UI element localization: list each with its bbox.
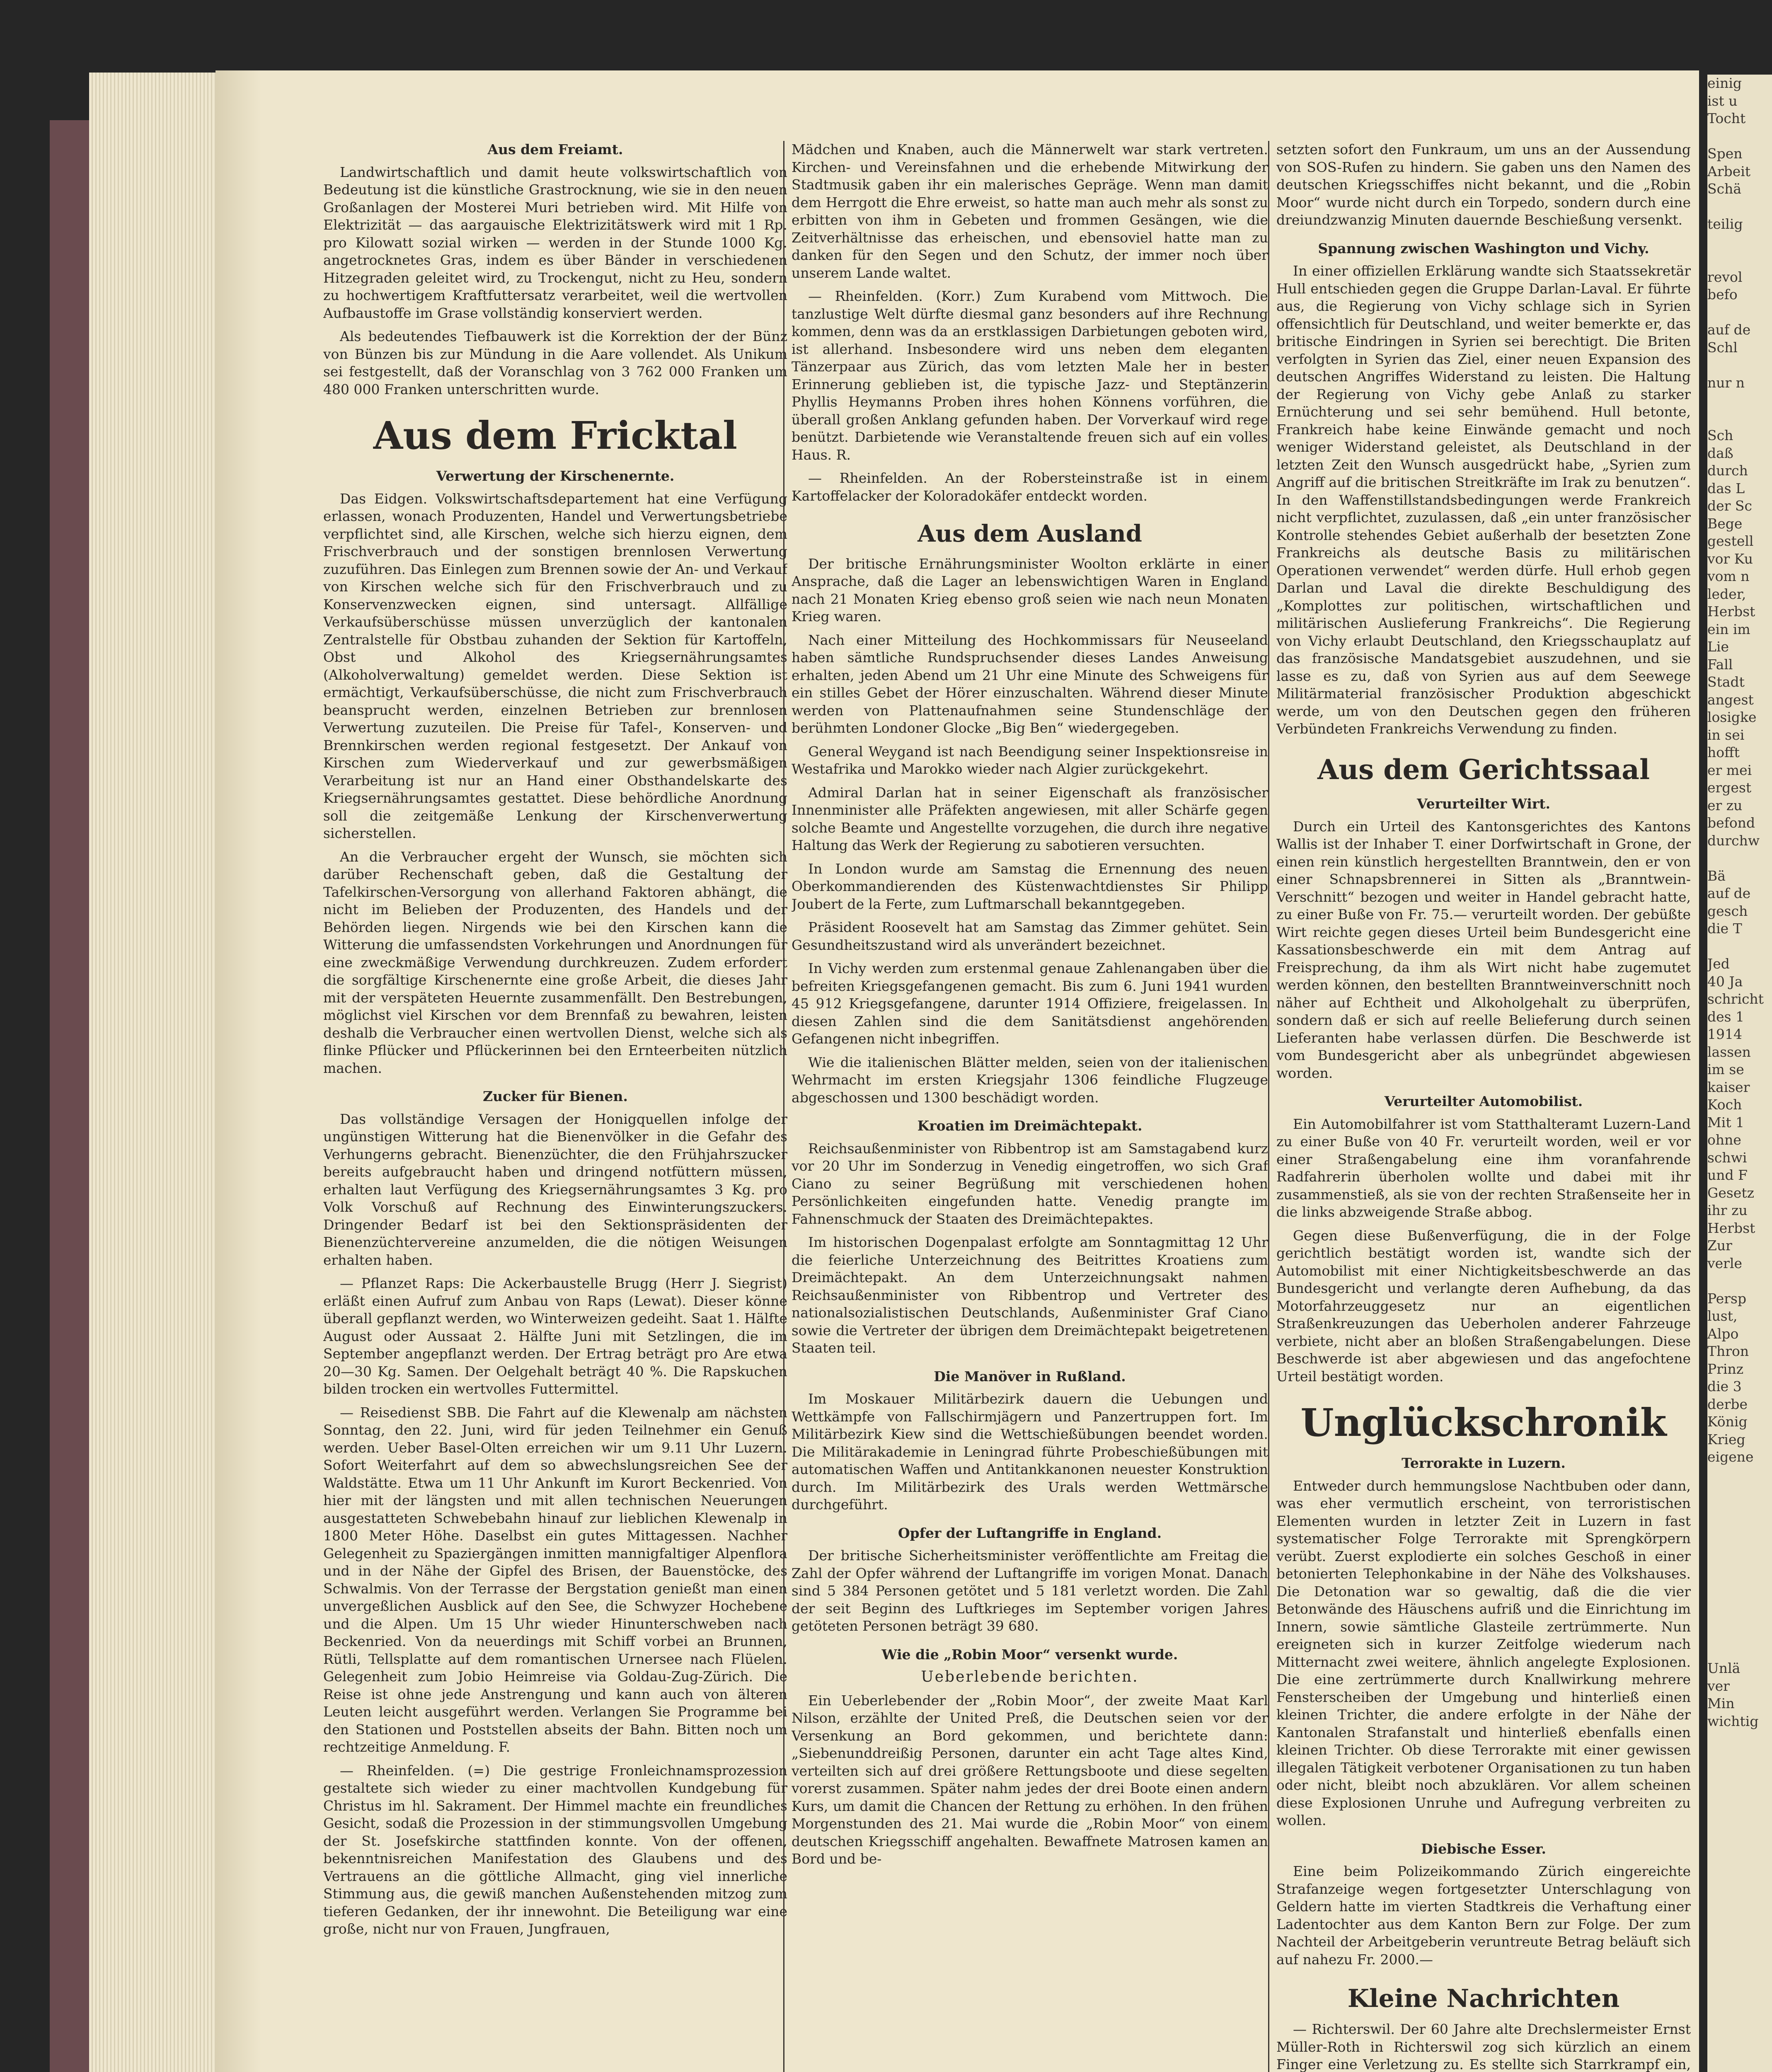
newspaper-page [215, 70, 1699, 2072]
article-head-kirschen: Verwertung der Kirschenernte. [436, 468, 675, 484]
adjacent-page-fragment: wichtig [1707, 1713, 1759, 1729]
article-head-kroatien: Kroatien im Dreimächtepakt. [917, 1118, 1143, 1134]
adjacent-page-fragment: Persp [1707, 1290, 1747, 1307]
section-head-ausland: Aus dem Ausland [917, 520, 1142, 547]
adjacent-page-fragment: durchw [1707, 832, 1760, 849]
article-paragraph: Im historischen Dogenpalast erfolgte am Sonntagmittag 12 Uhr die feierliche Unterzeichnung des Beitrittes Kroatiens zum Dreimächtepakt. An dem Unterzeichnungsakt nahmen Reichsaußenminister von Ribbentrop und Vertreter des nationalsozialistischen Deutschlands, Außenminister Graf Ciano sowie die Vertreter der übrigen dem Dreimächtepakt beigetretenen Staaten teil. [792, 1234, 1268, 1356]
adjacent-page-fragment: Thron [1707, 1343, 1749, 1359]
article-paragraph: setzten sofort den Funkraum, um uns an der Aussendung von SOS-Rufen zu hindern. Sie gaben uns den Namen des deutschen Kriegsschiffes nicht bekannt, und die „Robin Moor“ wurde nicht durch ein Torpedo, sondern durch eine dreiundzwanzig Minuten dauernde Beschießung versenkt. [1276, 141, 1691, 228]
article-paragraph: Nach einer Mitteilung des Hochkommissars für Neuseeland haben sämtliche Rundspruchsender dieses Landes Anweisung erhalten, jeden Abend um 21 Uhr eine Minute des Schweigens für ein stilles Gebet der Hörer einzuschalten. Während dieser Minute werden von Plattenaufnahmen seine Stundenschläge der berühmten Londoner Glocke „Big Ben“ wiedergegeben. [792, 632, 1268, 736]
article-paragraph: — Rheinfelden. An der Robersteinstraße ist in einem Kartoffelacker der Koloradokäfer entdeckt worden. [792, 470, 1268, 504]
adjacent-page-fragment: Koch [1707, 1097, 1742, 1113]
adjacent-page-fragment: das L [1707, 480, 1745, 496]
adjacent-page-fragment: befo [1707, 286, 1738, 303]
article-paragraph: Der britische Sicherheitsminister veröffentlichte am Freitag die Zahl der Opfer während der Luftangriffe im vorigen Monat. Danach sind 5 384 Personen getötet und 5 181 verletzt worden. Die Zahl der seit Beginn des Luftkrieges im September vorigen Jahres getöteten Personen beträgt 39 680. [792, 1547, 1268, 1634]
adjacent-page-fragment [1707, 850, 1772, 867]
adjacent-page-fragment: einig [1707, 75, 1742, 91]
article-head-wirt: Verurteilter Wirt. [1417, 796, 1550, 812]
adjacent-page-fragment [1707, 1466, 1772, 1484]
adjacent-page-fragment: Stadt [1707, 674, 1745, 690]
article-paragraph: Mädchen und Knaben, auch die Männerwelt war stark vertreten. Kirchen- und Vereinsfahnen und die erhebende Mitwirkung der Stadtmusik gaben ihr ein malerisches Gepräge. Wenn man damit dem Herrgott die Ehre erweist, so hatte man auch mehr als sonst zu erbitten von ihm in Gebeten und frommen Gesängen, wie die Zeitverhältnisse das erheischen, und ebensoviel hatte man zu danken für den Segen und den Schutz, der immer noch über unserem Lande waltet. [792, 141, 1268, 281]
adjacent-page-fragment: vor Ku [1707, 550, 1753, 567]
article-head-manoever: Die Manöver in Rußland. [934, 1368, 1126, 1385]
adjacent-page-fragment: teilig [1707, 216, 1743, 232]
article-paragraph: In London wurde am Samstag die Ernennung des neuen Oberkommandierenden des Küstenwachtdienstes Sir Philipp Joubert de la Ferte, zum Luftmarschall bekanntgegeben. [792, 860, 1268, 912]
adjacent-page-fragment [1707, 233, 1772, 251]
article-paragraph: Durch ein Urteil des Kantonsgerichtes des Kantons Wallis ist der Inhaber T. einer Dorfwirtschaft in Grone, der einen rein künstlich hergestellten Branntwein, den er von einer Schnapsbrennerei in Sitten als „Branntwein-Verschnitt“ bezogen und weiter in Handel gebracht hatte, zu einer Buße von Fr. 75.— verurteilt worden. Der gebüßte Wirt reichte gegen dieses Urteil beim Bundesgericht eine Kassationsbeschwerde ein mit dem Antrag auf Freisprechung, da ihm als Wirt nicht habe zugemutet werden können, den bestellten Branntweinverschnitt noch näher auf Echtheit und Alkoholgehalt zu überprüfen, sondern daß er sich auf reelle Belieferung durch seinen Lieferanten habe verlassen dürfen. Die Beschwerde ist vom Bundesgericht aber als unbegründet abgewiesen worden. [1276, 818, 1691, 1081]
adjacent-page-fragment: Herbst [1707, 1220, 1755, 1236]
adjacent-page-fragment [1707, 1624, 1772, 1642]
adjacent-page-fragment: die T [1707, 920, 1742, 937]
adjacent-page-fragment: kaiser [1707, 1079, 1750, 1095]
adjacent-page-fragment: leder, [1707, 586, 1746, 602]
adjacent-page-fragment [1707, 409, 1772, 427]
adjacent-page-fragment: Bege [1707, 515, 1743, 532]
article-paragraph: Das vollständige Versagen der Honigquellen infolge der ungünstigen Witterung hat die Bienenvölker in die Gefahr des Verhungerns gebracht. Bienenzüchter, die den Frühjahrszucker bereits aufgebraucht haben und dringend notfüttern müssen, erhalten laut Verfügung des Kriegsernährungsamtes 3 Kg. pro Volk Vorschuß auf Rechnung des Einwinterungszuckers. Dringender Bedarf ist bei den Sektionspräsidenten der Bienenzüchtervereine anzumelden, die die nötigen Weisungen erhalten haben. [323, 1111, 787, 1268]
article-head-diebisch: Diebische Esser. [1421, 1840, 1547, 1857]
adjacent-page-fragment: Alpo [1707, 1325, 1739, 1342]
adjacent-page-fragment: 40 Ja [1707, 973, 1743, 990]
adjacent-page-fragment: und F [1707, 1167, 1748, 1183]
article-paragraph: Als bedeutendes Tiefbauwerk ist die Korrektion der der Bünz von Bünzen bis zur Mündung in die Aare vollendet. Als Unikum sei festgestellt, daß der Voranschlag von 3 762 000 Franken um 480 000 Franken unterschritten wurde. [323, 328, 787, 397]
adjacent-page-fragment: auf de [1707, 885, 1751, 901]
article-paragraph: Der britische Ernährungsminister Woolton erklärte in einer Ansprache, daß die Lager an lebenswichtigen Waren in England nach 21 Monaten Krieg ebenso groß seien wie nach neun Monaten Krieg waren. [792, 555, 1268, 625]
article-paragraph: — Rheinfelden. (Korr.) Zum Kurabend vom Mittwoch. Die tanzlustige Welt dürfte diesmal ganz besonders auf ihre Rechnung kommen, denn was da an erstklassigen Darbietungen geboten wird, ist allerhand. Insbesondere wird uns neben dem eleganten Tänzerpaar aus Zürich, das vom letzten Male her in bester Erinnerung geblieben ist, die typische Jazz- und Steptänzerin Phyllis Heymanns Proben ihres hohen Könnens vorführen, die überall großen Anklang gefunden haben. Der Vorverkauf wird rege benützt. Darbietende wie Veranstaltende freuen sich auf ein volles Haus. R. [792, 288, 1268, 463]
adjacent-page-fragment [1707, 1607, 1772, 1625]
article-paragraph: Ein Ueberlebender der „Robin Moor“, der zweite Maat Karl Nilson, erzählte der United Preß, die Deutschen seien vor der Versenkung an Bord gekommen, und berichtete dann: „Siebenunddreißig Personen, darunter ein acht Tage altes Kind, verteilten sich auf drei größere Rettungsboote und diese segelten vorerst zusammen. Später nahm jedes der drei Boote einen andern Kurs, um damit die Chancen der Rettung zu erhöhen. In den frühen Morgenstunden des 21. Mai wurde die „Robin Moor“ von einem deutschen Kriegsschiff angehalten. Bewaffnete Matrosen kamen an Bord und be- [792, 1692, 1268, 1867]
adjacent-page-fragment: Lie [1707, 639, 1729, 655]
article-head-bienen: Zucker für Bienen. [483, 1088, 628, 1105]
adjacent-page-fragment: Krieg [1707, 1431, 1745, 1447]
section-head-fricktal: Aus dem Fricktal [373, 413, 738, 458]
adjacent-page-fragment: des 1 [1707, 1008, 1745, 1025]
adjacent-page-fragment [1707, 198, 1772, 216]
adjacent-page-fragment: Spen [1707, 145, 1743, 162]
adjacent-page-fragment: daß [1707, 445, 1733, 461]
adjacent-page-fragment: gestell [1707, 533, 1754, 549]
adjacent-page-fragment [1707, 1484, 1772, 1501]
adjacent-page-fragment: ist u [1707, 92, 1738, 109]
adjacent-page-fragment: auf de [1707, 322, 1751, 338]
adjacent-page-fragment: Sch [1707, 427, 1733, 443]
article-paragraph: Gegen diese Bußenverfügung, die in der Folge gerichtlich bestätigt worden ist, wandte sich der Automobilist mit einer Nichtigkeitsbeschwerde an das Bundesgericht und verlangte deren Aufhebung, da das Motorfahrzeuggesetz nur an eigentlichen Straßenkreuzungen das Ueberholen anderer Fahrzeuge verbiete, nicht aber an bloßen Straßengabelungen. Diese Beschwerde ist aber abgewiesen und das angefochtene Urteil bestätigt worden. [1276, 1227, 1691, 1385]
adjacent-page-fragment: König [1707, 1414, 1748, 1430]
article-paragraph: In Vichy werden zum erstenmal genaue Zahlenangaben über die befreiten Kriegsgefangenen gemacht. Bis zum 6. Juni 1941 wurden 45 912 Kriegsgefangene, darunter 1914 Offiziere, freigelassen. In diesen Zahlen sind die dem Sanitätsdienst angehörenden Gefangenen nicht inbegriffen. [792, 960, 1268, 1047]
adjacent-page-fragment: Bä [1707, 867, 1726, 884]
adjacent-page-fragment [1707, 1501, 1772, 1519]
adjacent-page-fragment: gesch [1707, 903, 1748, 919]
adjacent-page-fragment: der Sc [1707, 498, 1753, 514]
adjacent-page-fragment: angest [1707, 691, 1754, 708]
adjacent-page-fragment: befond [1707, 815, 1755, 831]
adjacent-page-fragment: eigene [1707, 1449, 1754, 1465]
adjacent-page-fragment: Schl [1707, 339, 1738, 356]
section-head-unglueckschronik: Unglückschronik [1300, 1400, 1667, 1445]
adjacent-page-fragment: Arbeit [1707, 163, 1751, 179]
adjacent-page-fragment: Schä [1707, 181, 1742, 197]
adjacent-page-fragment: lust, [1707, 1308, 1738, 1324]
adjacent-page-fragment: Zur [1707, 1237, 1732, 1254]
adjacent-page-fragment: ver [1707, 1677, 1730, 1694]
article-paragraph: An die Verbraucher ergeht der Wunsch, sie möchten sich darüber Rechenschaft geben, daß die Gestaltung der Tafelkirschen-Versorgung von allerhand Faktoren abhängt, die nicht im Belieben der Produzenten, des Handels und der Behörden liegen. Nirgends wie bei den Kirschen kann die Witterung die umfassendsten Vorkehrungen und Anordnungen für eine zweckmäßige Verwendung durchkreuzen. Zudem erfordert die sorgfältige Kirschenernte eine große Arbeit, die dieses Jahr mit der verspäteten Heuernte zusammenfällt. Den Bestrebungen, möglichst viel Kirschen vor dem Brennfaß zu bewahren, leisten deshalb die Verbraucher einen wertvollen Dienst, welche sich als flinke Pflücker und Pflückerinnen bei den Ernteerbeiten nützlich machen. [323, 848, 787, 1076]
page-gutter [215, 70, 261, 2072]
article-paragraph: Eine beim Polizeikommando Zürich eingereichte Strafanzeige wegen fortgesetzter Unterschlagung von Geldern hatte im vierten Stadtkreis die Verhaftung einer Ladentochter aus dem Kanton Bern zur Folge. Der zum Nachteil der Arbeitgeberin veruntreute Betrag beläuft sich auf nahezu Fr. 2000.— [1276, 1863, 1691, 1968]
article-head-terror: Terrorakte in Luzern. [1402, 1455, 1566, 1472]
adjacent-page-fragment: er zu [1707, 797, 1743, 813]
article-paragraph: In einer offiziellen Erklärung wandte sich Staatssekretär Hull entschieden gegen die Gruppe Darlan-Laval. Er führte aus, die Regierung von Vichy schlage sich in Syrien offensichtlich für Deutschland, und weiter bemerkte er, das britische Eindringen in Syrien sei berechtigt. Die Briten verfolgten in Syrien das Ziel, einer neuen Expansion des deutschen Angriffes Widerstand zu leisten. Die Haltung der Regierung von Vichy gebe Anlaß zu starker Ernüchterung und sei sehr bemühend. Hull betonte, Frankreich habe keine Einwände gemacht und noch weniger Widerstand geleistet, als Deutschland in der letzten Zeit den Wunsch ausgedrückt habe, „Syrien zum Angriff auf die britischen Streitkräfte im Irak zu benutzen“. In den Waffenstillstandsbedingungen werde Frankreich nicht verpflichtet, zuzulassen, daß „ein unter französischer Kontrolle stehendes Gebiet außerhalb der besetzten Zone Frankreichs als deutsche Basis zu militärischen Operationen verwendet“ werden dürfe. Hull erhob gegen Darlan und Laval die direkte Beschuldigung des „Komplottes zur politischen, wirtschaftlichen und militärischen Auslieferung Frankreichs“. Die Regierung von Vichy erlaubt Deutschland, den Kriegsschauplatz auf das französische Mandatsgebiet auszudehnen, und sie lasse es zu, daß von Syrien aus auf dem Seewege Militärmaterial französischer Produktion abgeschickt werde, um von den Deutschen gegen den früheren Verbündeten Frankreichs Verwendung zu finden. [1276, 263, 1691, 737]
column-rule [1268, 141, 1269, 2072]
adjacent-page-edge [1707, 75, 1772, 2072]
adjacent-page-fragment: 1914 [1707, 1026, 1742, 1042]
adjacent-page-fragment: Tocht [1707, 110, 1746, 126]
adjacent-page-fragment [1707, 356, 1772, 374]
page-stack-edge [89, 73, 226, 2072]
adjacent-page-fragment [1707, 1554, 1772, 1572]
adjacent-page-fragment [1707, 304, 1772, 322]
section-head-kleine-nachrichten: Kleine Nachrichten [1347, 1984, 1620, 2014]
adjacent-page-fragment: revol [1707, 269, 1743, 285]
article-paragraph: Entweder durch hemmungslose Nachtbuben oder dann, was eher vermutlich erscheint, von terroristischen Elementen wurden in letzter Zeit in Luzern in fast systematischer Folge Terrorakte mit Sprengkörpern verübt. Zuerst explodierte ein solches Geschoß in einer betonierten Telephonkabine in der Nähe des Volkshauses. Die Detonation war so gewaltig, daß die die vier Betonwände des Häuschens aufriß und die Einrichtung im Innern, sowie sämtliche Glasteile zertrümmerte. Nun ereigneten sich in kurzer Zeitfolge wiederum nach Mitternacht zwei weitere, ähnlich angelegte Explosionen. Die eine zertrümmerte durch Knallwirkung mehrere Fensterscheiben der Umgebung und hinterließ einen kleinen Trichter, die andere erfolgte in der Nähe der Kantonalen Strafanstalt und hinterließ ebenfalls einen kleinen Trichter. Ob diese Terrorakte mit einer gewissen illegalen Tätigkeit verbotener Organisationen zu tun haben oder nicht, bleibt noch abzuklären. Vor allem scheinen diese Explosionen Unruhe und Aufregung verbreiten zu wollen. [1276, 1477, 1691, 1829]
adjacent-page-fragment: hofft [1707, 744, 1740, 760]
article-head-spannung: Spannung zwischen Washington und Vichy. [1318, 240, 1649, 257]
adjacent-page-fragment: Mit 1 [1707, 1114, 1745, 1130]
article-paragraph: Wie die italienischen Blätter melden, seien von der italienischen Wehrmacht im ersten Kriegsjahr 1306 feindliche Flugzeuge abgeschossen und 1300 beschädigt worden. [792, 1054, 1268, 1106]
adjacent-page-fragment: Herbst [1707, 603, 1755, 620]
adjacent-page-fragment: Min [1707, 1695, 1735, 1711]
article-head-automobilist: Verurteilter Automobilist. [1384, 1093, 1583, 1110]
adjacent-page-fragment: nur n [1707, 374, 1745, 391]
adjacent-page-fragment: ein im [1707, 621, 1750, 637]
adjacent-page-fragment [1707, 251, 1772, 269]
section-head-gerichtssaal: Aus dem Gerichtssaal [1317, 753, 1650, 786]
article-head-opfer: Opfer der Luftangriffe in England. [898, 1525, 1162, 1541]
article-paragraph: — Reisedienst SBB. Die Fahrt auf die Klewenalp am nächsten Sonntag, den 22. Juni, wird für jeden Teilnehmer ein Genuß werden. Ueber Basel-Olten erreichen wir um 9.11 Uhr Luzern. Sofort Weiterfahrt auf dem so abwechslungsreichen See der Waldstätte. Etwa um 11 Uhr Ankunft im Kurort Beckenried. Von hier mit der längsten und mit allen technischen Neuerungen ausgestatteten Schwebebahn hinauf zur lieblichen Klewenalp in 1800 Meter Höhe. Daselbst ein gutes Mittagessen. Nachher Gelegenheit zu Spaziergängen inmitten mannigfaltiger Alpenflora und in der Nähe der Gipfel des Brisen, der Bauenstöcke, des Schwalmis. Von der Terrasse der Bergstation genießt man einen unvergeßlichen Ausblick auf den See, die Schwyzer Hochebene und die Alpen. Um 15 Uhr wieder Hinunterschweben nach Beckenried. Von da neuerdings mit Schiff vorbei an Brunnen, Rütli, Tellsplatte auf dem romantischen Urnersee nach Flüelen. Gelegenheit zum Jobio Heimreise via Goldau-Zug-Zürich. Die Reise ist ohne jede Anstrengung und kann auch von älteren Leuten leicht ausgeführt werden. Verlangen Sie Programme bei den Stationen und Poststellen abseits der Bahn. Bitten noch um rechtzeitige Anmeldung. F. [323, 1404, 787, 1755]
adjacent-page-fragment [1707, 1519, 1772, 1537]
adjacent-page-fragment: schricht [1707, 991, 1764, 1007]
article-paragraph: Reichsaußenminister von Ribbentrop ist am Samstagabend kurz vor 20 Uhr im Sonderzug in Venedig eingetroffen, wo sich Graf Ciano zu seiner Begrüßung mit verschiedenen hohen Persönlichkeiten eingefunden hatte. Venedig prangte im Fahnenschmuck der Staaten des Dreimächtepaktes. [792, 1140, 1268, 1227]
adjacent-page-fragment: die 3 [1707, 1378, 1742, 1394]
adjacent-page-fragment: Jed [1707, 956, 1730, 972]
article-paragraph: General Weygand ist nach Beendigung seiner Inspektionsreise in Westafrika und Marokko wieder nach Algier zurückgekehrt. [792, 743, 1268, 777]
adjacent-page-fragment: in sei [1707, 726, 1745, 743]
adjacent-page-fragment: Gesetz [1707, 1184, 1755, 1201]
adjacent-page-fragment: ergest [1707, 779, 1752, 796]
section-subhead-freiamt: Aus dem Freiamt. [487, 141, 623, 157]
adjacent-page-fragment: durch [1707, 462, 1748, 479]
adjacent-page-fragment [1707, 392, 1772, 409]
adjacent-page-fragment [1707, 938, 1772, 956]
article-paragraph: Admiral Darlan hat in seiner Eigenschaft als französischer Innenminister alle Präfekten angewiesen, mit aller Schärfe gegen solche Beamte und Angestellte vorzugehen, die durch ihre negative Haltung das Werk der Regierung zu sabotieren versuchten. [792, 784, 1268, 854]
adjacent-page-fragment: verle [1707, 1255, 1743, 1271]
column-2 [792, 141, 1268, 2072]
adjacent-page-fragment: losigke [1707, 709, 1757, 725]
adjacent-page-fragment: derbe [1707, 1396, 1748, 1412]
article-head-robin-moor: Wie die „Robin Moor“ versenkt wurde. [881, 1646, 1178, 1663]
article-dek: Ueberlebende berichten. [921, 1668, 1139, 1686]
adjacent-page-fragment: lassen [1707, 1043, 1751, 1060]
article-paragraph: Präsident Roosevelt hat am Samstag das Zimmer gehütet. Sein Gesundheitszustand wird als unverändert bezeichnet. [792, 919, 1268, 953]
column-1 [323, 141, 787, 2072]
adjacent-page-fragment: er mei [1707, 762, 1752, 778]
article-paragraph: Landwirtschaftlich und damit heute volkswirtschaftlich von Bedeutung ist die künstliche Grastrocknung, wie sie in den neuen Großanlagen der Mosterei Muri betrieben wird. Mit Hilfe von Elektrizität — das aargauische Elektrizitätswerk wird mit 1 Rp. pro Kilowatt sozial wirken — werden in der Stunde 1000 Kg. angetrocknetes Gras, indem es über Bänder in verschiedenen Hitzegraden geleitet wird, zu Trockengut, nicht zu Heu, sondern zu hochwertigem Kraftfuttersatz verarbeitet, weil die wertvollen Aufbaustoffe im Grase vollständig konserviert werden. [323, 164, 787, 321]
adjacent-page-fragment: im se [1707, 1061, 1744, 1077]
adjacent-page-fragment: ohne [1707, 1132, 1741, 1148]
article-paragraph: Das Eidgen. Volkswirtschaftsdepartement hat eine Verfügung erlassen, wonach Produzenten, Handel und Verwertungsbetriebe verpflichtet sind, alle Kirschen, welche sich hierzu eignen, dem Frischverbrauch und der sonstigen brennlosen Verwertung zuzuführen. Das Einlegen zum Brennen sowie der An- und Verkauf von Kirschen welche sich für den Frischverbrauch und zu Konservenzwecken eignen, sind untersagt. Allfällige Verkaufsüberschüsse müssen unverzüglich der kantonalen Zentralstelle für Obstbau zuhanden der Sektion für Kartoffeln, Obst und Alkohol des Kriegsernährungsamtes (Alkoholverwaltung) gemeldet werden. Diese Sektion ist ermächtigt, Verkaufsüberschüsse, die nicht zum Frischverbrauch beansprucht werden, einzelnen Betrieben zur brennlosen Verwertung zuzuteilen. Die Preise für Tafel-, Konserven- und Brennkirschen werden regional festgesetzt. Der Ankauf von Kirschen zum Wiederverkauf und zur gewerbsmäßigen Verarbeitung ist nur an Hand einer Obsthandelskarte des Kriegsernährungsamtes gestattet. Diese behördliche Anordnung soll die zeitgemäße Lenkung der Kirschenverwertung sicherstellen. [323, 490, 787, 842]
adjacent-page-fragment: Prinz [1707, 1360, 1744, 1377]
adjacent-page-fragment [1707, 1642, 1772, 1660]
adjacent-page-fragment [1707, 1537, 1772, 1554]
article-paragraph: — Richterswil. Der 60 Jahre alte Drechslermeister Ernst Müller-Roth in Richterswil zog sich kürzlich an einem Finger eine Verletzung zu. Es stellte sich Starrkrampf ein, [1276, 2021, 1691, 2072]
column-3 [1276, 141, 1691, 2072]
article-paragraph: — Pflanzet Raps: Die Ackerbaustelle Brugg (Herr J. Siegrist) erläßt einen Aufruf zum Anbau von Raps (Lewat). Dieser könne überall gepflanzt werden, wo Winterweizen gedeiht. Saat 1. Hälfte August oder Aussaat 2. Hälfte Juni mit Setzlingen, die im September angepflanzt werden. Der Ertrag beträgt pro Are etwa 20—30 Kg. Samen. Der Oelgehalt beträgt 40 %. Die Rapskuchen bilden trocken ein wertvolles Futtermittel. [323, 1275, 787, 1397]
article-paragraph: — Rheinfelden. (=) Die gestrige Fronleichnamsprozession gestaltete sich wieder zu einer machtvollen Kundgebung für Christus im hl. Sakrament. Der Himmel machte ein freundliches Gesicht, sodaß die Prozession in der stimmungsvollen Umgebung der St. Josefskirche stattfinden konnte. Von der offenen, bekenntnisreichen Manifestation des Glaubens und des Vertrauens an die göttliche Allmacht, ging viel innerliche Stimmung aus, die gewiß manchen Außenstehenden mitzog zum tieferen Gedanken, der ihr innewohnt. Die Beteiligung war eine große, nicht nur von Frauen, Jungfrauen, [323, 1762, 787, 1937]
article-paragraph: Ein Automobilfahrer ist vom Statthalteramt Luzern-Land zu einer Buße von 40 Fr. verurteilt worden, weil er vor einer Straßengabelung eine ihm voranfahrende Radfahrerin überholen wollte und dabei mit ihr zusammenstieß, als sie von der rechten Straßenseite her in die links abzweigende Straße abbog. [1276, 1116, 1691, 1220]
adjacent-page-fragment: Unlä [1707, 1660, 1741, 1676]
article-paragraph: Im Moskauer Militärbezirk dauern die Uebungen und Wettkämpfe von Fallschirmjägern und Panzertruppen fort. Im Militärbezirk Kiew sind die Wettschießübungen beendet worden. Die Militärakademie in Leningrad führte Probeschießübungen mit automatischen Waffen und Antitankkanonen neuester Konstruktion durch. Im Militärbezirk des Urals werden Wettmärsche durchgeführt. [792, 1391, 1268, 1513]
adjacent-page-fragment: vom n [1707, 568, 1750, 584]
adjacent-page-fragment: ihr zu [1707, 1202, 1748, 1218]
adjacent-page-fragment [1707, 128, 1772, 145]
adjacent-page-fragment: schwi [1707, 1149, 1747, 1166]
adjacent-page-fragment [1707, 1589, 1772, 1607]
adjacent-page-fragment [1707, 1572, 1772, 1590]
adjacent-page-fragment: Fall [1707, 656, 1733, 673]
adjacent-page-fragment [1707, 1272, 1772, 1290]
